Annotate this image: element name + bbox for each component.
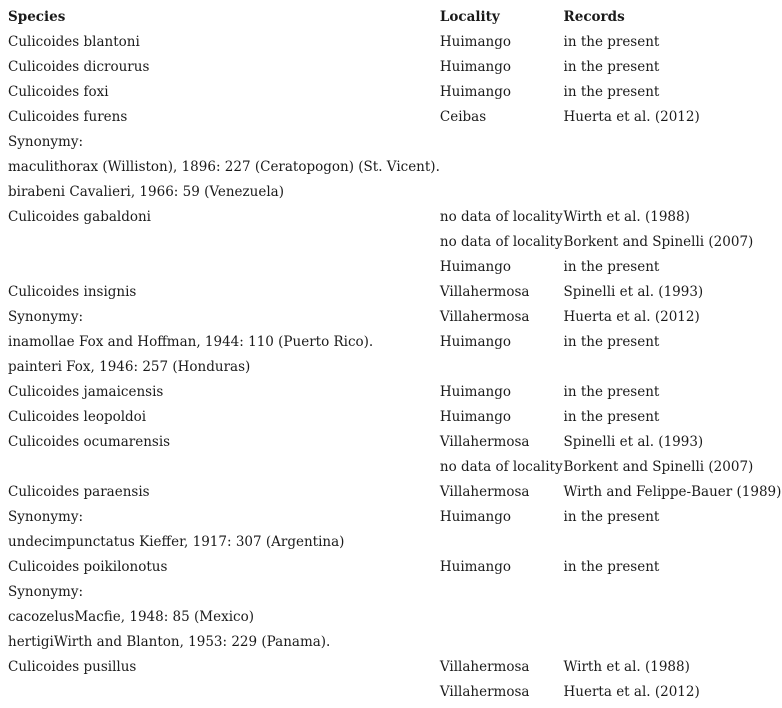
locality-cell <box>440 180 564 205</box>
records-cell: in the present <box>563 559 660 575</box>
locality-cell: Huimango <box>439 509 511 525</box>
records-cell: in the present <box>563 409 660 425</box>
table-row <box>0 680 782 705</box>
table-row <box>0 255 782 280</box>
species-table <box>0 5 782 705</box>
locality-cell <box>440 605 564 630</box>
table-row <box>0 30 782 55</box>
table-row <box>0 580 782 605</box>
records-cell <box>564 530 782 555</box>
records-cell: Borkent and Spinelli (2007) <box>563 234 754 250</box>
species-cell: Culicoides leopoldoi <box>8 409 147 425</box>
species-cell: Culicoides poikilonotus <box>8 559 168 575</box>
species-cell: painteri Fox, 1946: 257 (Honduras) <box>8 359 251 375</box>
locality-cell: Huimango <box>439 259 511 275</box>
locality-cell: Villahermosa <box>439 659 530 675</box>
locality-cell: Huimango <box>439 59 511 75</box>
locality-cell: Villahermosa <box>439 309 530 325</box>
records-cell <box>564 580 782 605</box>
records-cell <box>564 155 782 180</box>
header-row <box>0 5 782 30</box>
species-cell: Synonymy: <box>8 309 83 325</box>
table-row <box>0 205 782 230</box>
header-locality: Locality <box>439 9 500 25</box>
records-cell: in the present <box>563 384 660 400</box>
records-cell: Huerta et al. (2012) <box>563 684 700 700</box>
species-cell: birabeni Cavalieri, 1966: 59 (Venezuela) <box>8 184 284 200</box>
locality-cell: Huimango <box>439 409 511 425</box>
records-cell: in the present <box>563 34 660 50</box>
species-cell: Culicoides paraensis <box>8 484 150 500</box>
table-body <box>0 30 782 705</box>
records-cell <box>564 180 782 205</box>
records-cell: Borkent and Spinelli (2007) <box>563 459 754 475</box>
records-cell: Huerta et al. (2012) <box>563 309 700 325</box>
records-cell: in the present <box>563 509 660 525</box>
table-row <box>0 455 782 480</box>
records-cell: Spinelli et al. (1993) <box>563 434 704 450</box>
species-cell: Culicoides ocumarensis <box>8 434 171 450</box>
table-row <box>0 330 782 355</box>
locality-cell <box>440 130 564 155</box>
locality-cell <box>440 580 564 605</box>
species-cell: Culicoides gabaldoni <box>8 209 151 225</box>
table-row <box>0 380 782 405</box>
table-row <box>0 80 782 105</box>
table-row <box>0 305 782 330</box>
records-cell: in the present <box>563 59 660 75</box>
table-row <box>0 355 782 380</box>
species-cell: Culicoides jamaicensis <box>8 384 164 400</box>
species-cell: inamollae Fox and Hoffman, 1944: 110 (Puerto Rico). <box>8 334 374 350</box>
species-cell: Culicoides foxi <box>8 84 109 100</box>
locality-cell <box>440 530 564 555</box>
records-cell <box>564 130 782 155</box>
species-cell: Culicoides blantoni <box>8 34 140 50</box>
locality-cell: Huimango <box>439 334 511 350</box>
species-cell: maculithorax (Williston), 1896: 227 (Ceratopogon) (St. Vicent). <box>8 159 440 175</box>
table-row <box>0 530 782 555</box>
species-cell: Culicoides dicrourus <box>8 59 150 75</box>
locality-cell: Huimango <box>439 559 511 575</box>
table-row <box>0 480 782 505</box>
species-cell <box>0 680 440 705</box>
locality-cell: Huimango <box>439 84 511 100</box>
species-cell <box>0 455 440 480</box>
records-cell: Spinelli et al. (1993) <box>563 284 704 300</box>
species-cell: Culicoides furens <box>8 109 128 125</box>
table-row <box>0 405 782 430</box>
species-cell: Synonymy: <box>8 134 83 150</box>
locality-cell: Villahermosa <box>439 284 530 300</box>
species-cell: Synonymy: <box>8 584 83 600</box>
species-cell: Synonymy: <box>8 509 83 525</box>
records-cell: Wirth et al. (1988) <box>563 659 690 675</box>
header-species: Species <box>8 9 66 25</box>
species-cell <box>0 230 440 255</box>
table-row <box>0 605 782 630</box>
table-row <box>0 55 782 80</box>
table-row <box>0 505 782 530</box>
locality-cell: Huimango <box>439 34 511 50</box>
records-cell <box>564 630 782 655</box>
locality-cell: no data of locality <box>439 234 563 250</box>
locality-cell: Villahermosa <box>439 484 530 500</box>
table-row <box>0 555 782 580</box>
records-cell: in the present <box>563 84 660 100</box>
table-row <box>0 655 782 680</box>
table-row <box>0 155 782 180</box>
records-cell: in the present <box>563 334 660 350</box>
species-cell: cacozelusMacfie, 1948: 85 (Mexico) <box>8 609 254 625</box>
table-row <box>0 230 782 255</box>
table-row <box>0 630 782 655</box>
locality-cell <box>440 630 564 655</box>
records-cell: Wirth and Felippe-Bauer (1989) <box>563 484 782 500</box>
table-row <box>0 130 782 155</box>
locality-cell <box>440 355 564 380</box>
table-row <box>0 430 782 455</box>
records-cell <box>564 355 782 380</box>
species-cell: hertigiWirth and Blanton, 1953: 229 (Panama). <box>8 634 331 650</box>
species-cell: Culicoides pusillus <box>8 659 137 675</box>
table-row <box>0 180 782 205</box>
records-cell: Wirth et al. (1988) <box>563 209 690 225</box>
table-row <box>0 105 782 130</box>
species-cell: Culicoides insignis <box>8 284 137 300</box>
header-records: Records <box>563 9 625 25</box>
species-cell: undecimpunctatus Kieffer, 1917: 307 (Argentina) <box>8 534 345 550</box>
records-cell <box>564 605 782 630</box>
locality-cell: Villahermosa <box>439 434 530 450</box>
locality-cell: Huimango <box>439 384 511 400</box>
records-cell: in the present <box>563 259 660 275</box>
records-cell: Huerta et al. (2012) <box>563 109 700 125</box>
locality-cell <box>440 155 564 180</box>
locality-cell: Ceibas <box>439 109 487 125</box>
species-cell <box>0 255 440 280</box>
locality-cell: no data of locality <box>439 459 563 475</box>
table-row <box>0 280 782 305</box>
locality-cell: no data of locality <box>439 209 563 225</box>
locality-cell: Villahermosa <box>439 684 530 700</box>
